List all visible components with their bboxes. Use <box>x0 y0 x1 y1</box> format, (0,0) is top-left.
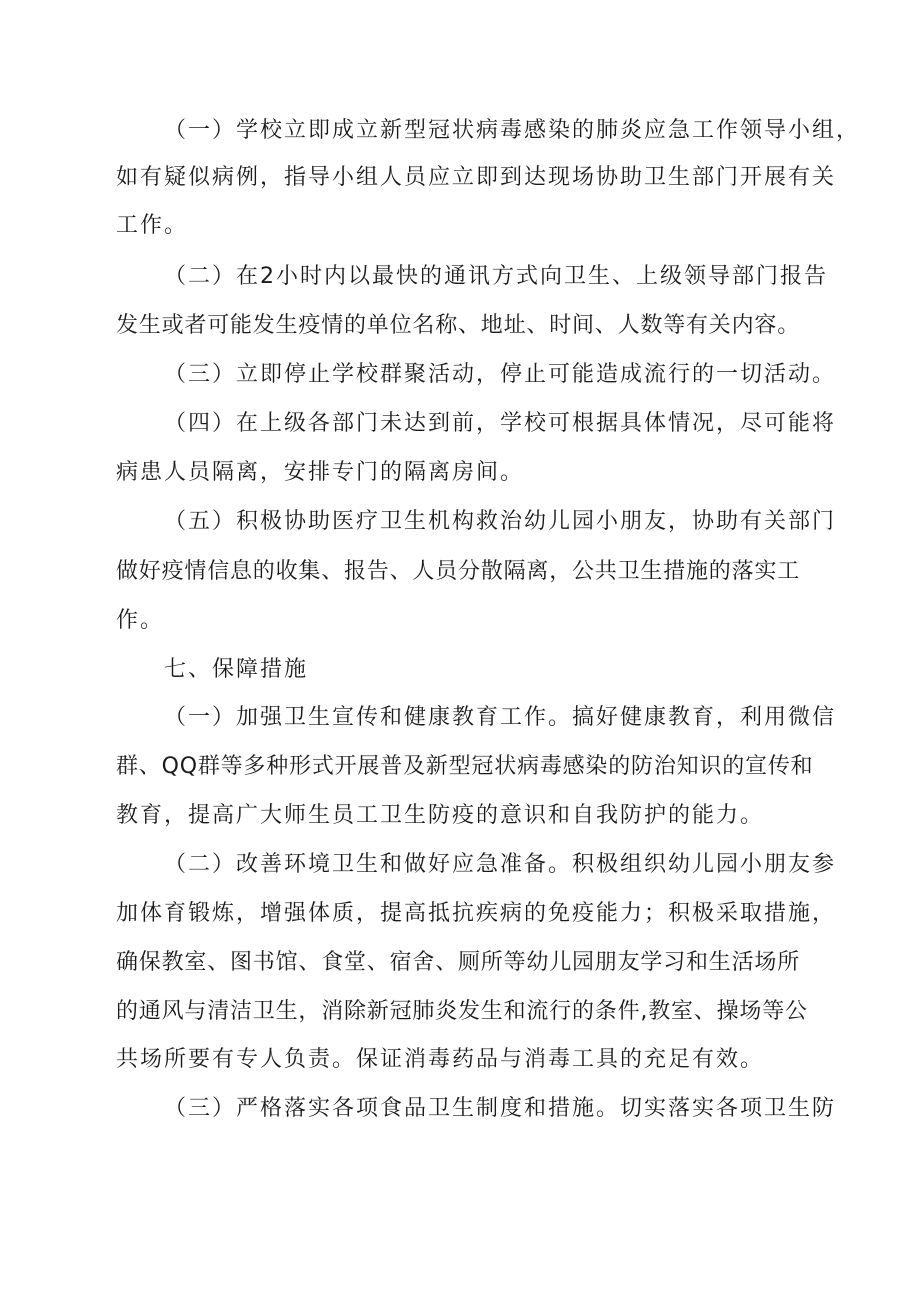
paragraph-7-line-2: 加体育锻炼，增强体质，提高抵抗疾病的免疫能力；积极采取措施， <box>116 901 837 926</box>
paragraph-4-line-1: （四）在上级各部门未达到前，学校可根据具体情况，尽可能将 <box>164 411 837 436</box>
paragraph-7-line-1: （二）改善环境卫生和做好应急准备。积极组织幼儿园小朋友参 <box>164 852 837 877</box>
paragraph-4-line-2: 病患人员隔离，安排专门的隔离房间。 <box>116 460 525 485</box>
paragraph-5-line-1: （五）积极协助医疗卫生机构救治幼儿园小朋友，协助有关部门 <box>164 509 837 534</box>
paragraph-1-line-3: 工作。 <box>116 213 189 238</box>
paragraph-5-line-2: 做好疫情信息的收集、报告、人员分散隔离，公共卫生措施的落实工 <box>116 559 801 584</box>
paragraph-6-line-1: （一）加强卫生宣传和健康教育工作。搞好健康教育，利用微信 <box>164 705 837 730</box>
paragraph-1-line-2: 如有疑似病例，指导小组人员应立即到达现场协助卫生部门开展有关 <box>116 165 837 190</box>
paragraph-7-line-3: 确保教室、图书馆、食堂、宿舍、厕所等幼儿园朋友学习和生活场所 <box>116 950 801 975</box>
paragraph-6-line-2: 群、QQ群等多种形式开展普及新型冠状病毒感染的防治知识的宣传和 <box>116 754 814 779</box>
paragraph-5-line-3: 作。 <box>116 608 165 633</box>
paragraph-1-line-1: （一）学校立即成立新型冠状病毒感染的肺炎应急工作领导小组， <box>164 118 861 143</box>
paragraph-6-line-3: 教育，提高广大师生员工卫生防疫的意识和自我防护的能力。 <box>116 803 765 828</box>
paragraph-7-line-5: 共场所要有专人负责。保证消毒药品与消毒工具的充足有效。 <box>116 1047 765 1072</box>
paragraph-2-line-2: 发生或者可能发生疫情的单位名称、地址、时间、人数等有关内容。 <box>116 313 801 338</box>
paragraph-3-line-1: （三）立即停止学校群聚活动，停止可能造成流行的一切活动。 <box>164 362 837 387</box>
paragraph-7-line-4: 的通风与清洁卫生，消除新冠肺炎发生和流行的条件,教室、操场等公 <box>116 999 808 1024</box>
paragraph-2-line-1: （二）在2小时内以最快的通讯方式向卫生、上级领导部门报告 <box>164 264 828 289</box>
paragraph-8-line-1: （三）严格落实各项食品卫生制度和措施。切实落实各项卫生防 <box>164 1096 837 1121</box>
section-heading-seven: 七、保障措施 <box>164 657 309 682</box>
